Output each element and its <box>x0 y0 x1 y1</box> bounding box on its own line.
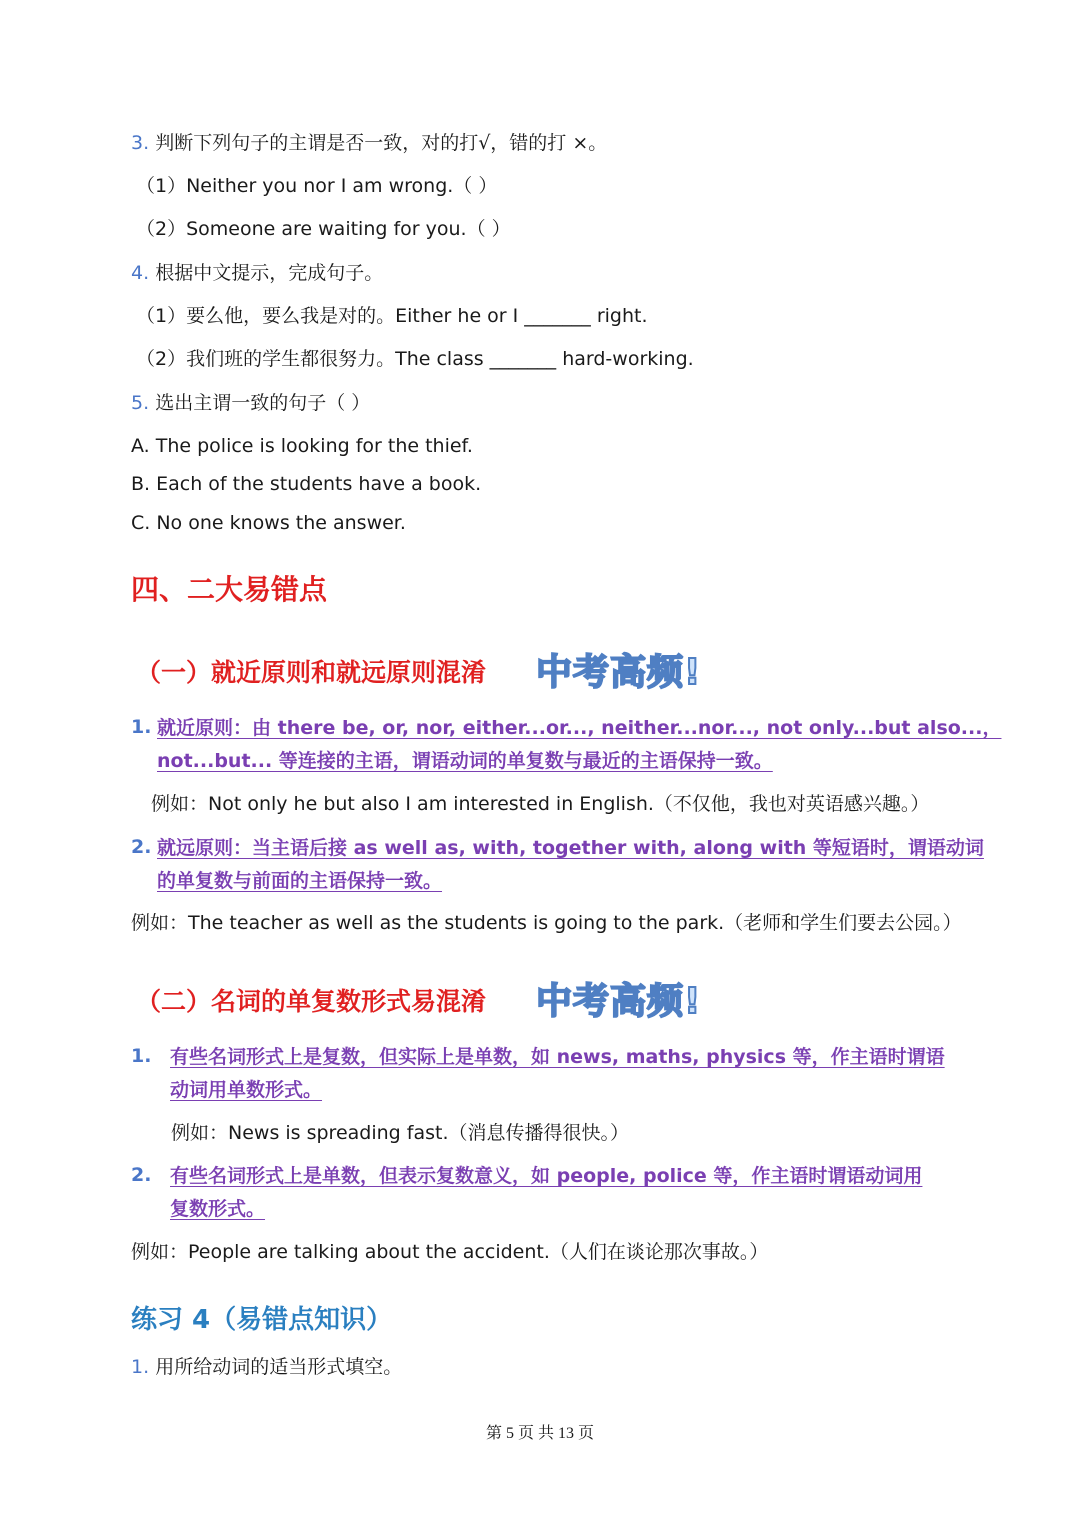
question-text: 判断下列句子的主谓是否一致，对的打√，错的打 ×。 <box>155 132 608 154</box>
rule-near-principle-line-1: 就近原则：由 there be, or, nor, either...or..., neither...nor..., not only...but also...， <box>157 717 1002 739</box>
section-title: 四、二大易错点 <box>131 573 328 606</box>
option-a: A. The police is looking for the thief. <box>131 435 473 457</box>
question-number: 4. <box>131 262 150 284</box>
rule-example: 例如：People are talking about the accident.（人们在谈论那次事故。） <box>131 1241 769 1263</box>
question-text: 根据中文提示，完成句子。 <box>155 262 384 284</box>
rule-far-principle-line-2: 的单复数与前面的主语保持一致。 <box>157 870 443 892</box>
high-frequency-badge: 中考高频! <box>536 652 702 693</box>
question-text: 选出主谓一致的句子（ ） <box>155 392 371 414</box>
rule-noun-singular-form-line-2: 复数形式。 <box>170 1198 266 1220</box>
question-3-item-1: （1）Neither you nor I am wrong.（ ） <box>136 175 498 197</box>
question-number: 1. <box>131 1356 150 1378</box>
question-5 <box>131 390 370 416</box>
rule-near-principle-line-2: not...but... 等连接的主语，谓语动词的单复数与最近的主语保持一致。 <box>157 750 773 772</box>
option-b: B. Each of the students have a book. <box>131 473 482 495</box>
question-3-item-2: （2）Someone are waiting for you.（ ） <box>136 218 511 240</box>
part-1-title: （一）就近原则和就远原则混淆 <box>136 658 487 687</box>
rule-number: 1. <box>131 1045 152 1067</box>
question-3 <box>131 130 607 156</box>
rule-far-principle-line-1: 就远原则：当主语后接 as well as, with, together with, along with 等短语时，谓语动词 <box>157 837 984 859</box>
practice-question-1 <box>131 1354 402 1380</box>
question-number: 3. <box>131 132 150 154</box>
rule-noun-singular-form-line-1: 有些名词形式上是单数，但表示复数意义，如 people, police 等，作主语时谓语动词用 <box>170 1165 923 1187</box>
rule-example: 例如：The teacher as well as the students is going to the park.（老师和学生们要去公园。） <box>131 912 962 934</box>
part-2-title: （二）名词的单复数形式易混淆 <box>136 987 487 1016</box>
rule-number: 2. <box>131 1164 152 1186</box>
rule-noun-plural-form-line-1: 有些名词形式上是复数，但实际上是单数，如 news, maths, physics 等，作主语时谓语 <box>170 1046 945 1068</box>
question-4-item-1: （1）要么他，要么我是对的。Either he or I _______ right. <box>136 305 648 327</box>
rule-example: 例如：Not only he but also I am interested in English.（不仅他，我也对英语感兴趣。） <box>151 793 930 815</box>
rule-noun-plural-form-line-2: 动词用单数形式。 <box>170 1079 323 1101</box>
question-4-item-2: （2）我们班的学生都很努力。The class _______ hard-working. <box>136 348 694 370</box>
question-text: 用所给动词的适当形式填空。 <box>155 1356 403 1378</box>
question-number: 5. <box>131 392 150 414</box>
question-4 <box>131 260 383 286</box>
rule-number: 2. <box>131 836 152 858</box>
practice-title: 练习 4（易错点知识） <box>131 1305 393 1335</box>
high-frequency-badge: 中考高频! <box>536 981 702 1022</box>
rule-example: 例如：News is spreading fast.（消息传播得很快。） <box>171 1122 629 1144</box>
rule-number: 1. <box>131 716 152 738</box>
option-c: C. No one knows the answer. <box>131 512 406 534</box>
page-footer: 第 5 页 共 13 页 <box>485 1425 594 1442</box>
